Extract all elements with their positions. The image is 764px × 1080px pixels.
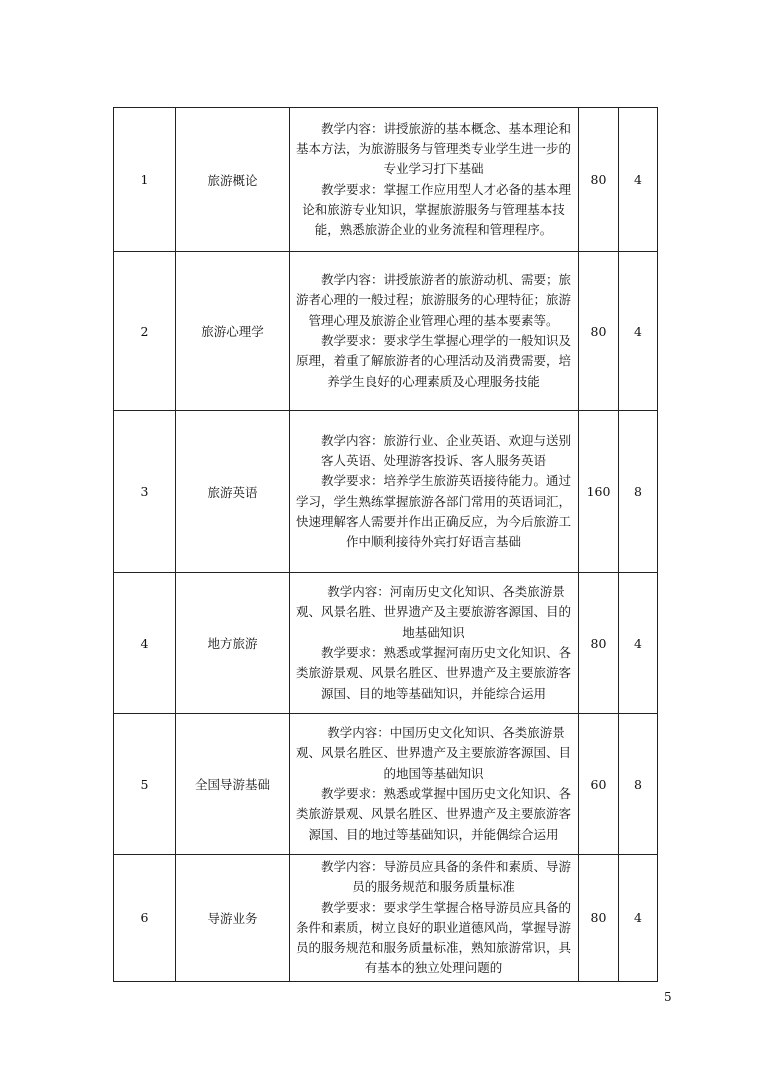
table-row: [114, 108, 658, 252]
teaching-requirement: 教学要求：掌握工作应用型人才必备的基本理论和旅游专业知识，掌握旅游服务与管理基本技能，熟悉旅游企业的业务流程和管理程序。: [302, 181, 571, 238]
course-number: 2: [114, 252, 176, 411]
teaching-requirement: 教学要求：要求学生掌握合格导游员应具备的条件和素质，树立良好的职业道德风尚，掌握导游员的服务规范和服务质量标准，熟知旅游常识，具有基本的独立处理问题的: [295, 899, 571, 976]
teaching-content: 教学内容：讲授旅游者的旅游动机、需要；旅游者心理的一般过程；旅游服务的心理特征；旅游管理心理及旅游企业管理心理的基本要素等。: [295, 272, 571, 328]
course-credits: 4: [619, 252, 658, 411]
table-row: [114, 411, 658, 573]
teaching-content: 教学内容：中国历史文化知识、各类旅游景观、风景名胜区、世界遗产及主要旅游客源国、目的地国等基础知识: [295, 725, 571, 781]
course-number: 5: [114, 714, 176, 855]
course-description: [290, 411, 579, 573]
course-table: [113, 107, 658, 982]
teaching-content: 教学内容：导游员应具备的条件和素质、导游员的服务规范和服务质量标准: [320, 859, 571, 895]
course-hours: 60: [579, 714, 619, 855]
course-name: 地方旅游: [176, 573, 290, 714]
teaching-requirement: 教学要求：熟悉或掌握中国历史文化知识、各类旅游景观、风景名胜区、世界遗产及主要旅游客源国、目的地过等基础知识，并能偶综合运用: [295, 786, 571, 842]
teaching-content: 教学内容：河南历史文化知识、各类旅游景观、风景名胜、世界遗产及主要旅游客源国、目的地基础知识: [295, 584, 571, 640]
course-description: [290, 252, 579, 411]
table-row: [114, 252, 658, 411]
teaching-requirement: 教学要求：培养学生旅游英语接待能力。通过学习，学生熟练掌握旅游各部门常用的英语词汇，快速理解客人需要并作出正确反应，为今后旅游工作中顺利接待外宾打好语言基础: [295, 473, 571, 550]
table-row: [114, 714, 658, 855]
course-credits: 8: [619, 714, 658, 855]
teaching-content: 教学内容：讲授旅游的基本概念、基本理论和基本方法，为旅游服务与管理类专业学生进一步的专业学习打下基础: [295, 120, 571, 177]
teaching-requirement: 教学要求：要求学生掌握心理学的一般知识及原理，着重了解旅游者的心理活动及消费需要，培养学生良好的心理素质及心理服务技能: [295, 333, 571, 389]
course-hours: 80: [579, 573, 619, 714]
course-hours: 160: [579, 411, 619, 573]
course-credits: 4: [619, 108, 658, 252]
course-name: 旅游概论: [176, 108, 290, 252]
course-hours: 80: [579, 108, 619, 252]
course-number: 4: [114, 573, 176, 714]
course-credits: 4: [619, 855, 658, 982]
table-row: [114, 573, 658, 714]
course-description: [290, 714, 579, 855]
course-credits: 8: [619, 411, 658, 573]
course-name: 导游业务: [176, 855, 290, 982]
course-number: 3: [114, 411, 176, 573]
table-row: [114, 855, 658, 982]
course-number: 6: [114, 855, 176, 982]
course-description: [290, 573, 579, 714]
course-name: 旅游英语: [176, 411, 290, 573]
teaching-requirement: 教学要求：熟悉或掌握河南历史文化知识、各类旅游景观、风景名胜区、世界遗产及主要旅游客源国、目的地等基础知识，并能综合运用: [295, 645, 571, 701]
course-description: [290, 108, 579, 252]
course-hours: 80: [579, 855, 619, 982]
course-description: [290, 855, 579, 982]
course-hours: 80: [579, 252, 619, 411]
course-name: 全国导游基础: [176, 714, 290, 855]
page-number: 5: [664, 990, 672, 1004]
course-number: 1: [114, 108, 176, 252]
course-credits: 4: [619, 573, 658, 714]
teaching-content: 教学内容：旅游行业、企业英语、欢迎与送别客人英语、处理游客投诉、客人服务英语: [320, 432, 571, 468]
course-name: 旅游心理学: [176, 252, 290, 411]
